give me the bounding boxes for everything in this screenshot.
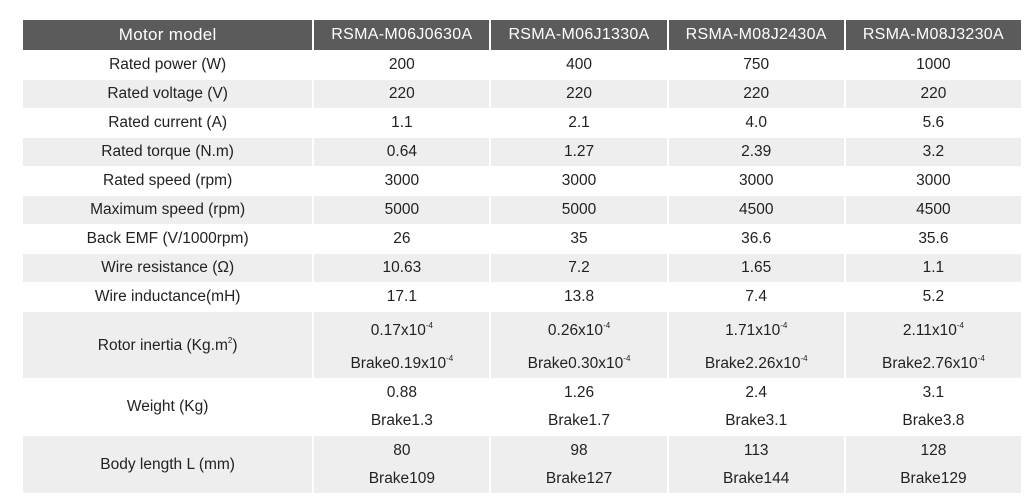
cell-value: 750 <box>667 50 844 79</box>
cell-value: 7.2 <box>489 253 666 282</box>
brake-line: Brake144 <box>723 469 790 487</box>
superscript: 2 <box>227 335 233 345</box>
cell-value: 3000 <box>844 166 1021 195</box>
exponent: -4 <box>780 321 788 330</box>
header-label: Motor model <box>23 20 312 50</box>
row-label: Rated voltage (V) <box>23 79 312 108</box>
brake-line <box>314 345 489 378</box>
row-weight <box>23 378 1021 435</box>
cell-value: 17.1 <box>312 282 489 311</box>
cell-value: 3.2 <box>844 137 1021 166</box>
value-text: 2.11x10 <box>902 322 957 339</box>
row-label: Rated torque (N.m) <box>23 137 312 166</box>
value-line: 128 <box>920 441 947 459</box>
value-line: 3.1 <box>922 384 945 401</box>
value-line <box>846 312 1021 345</box>
row-label: Rated speed (rpm) <box>23 166 312 195</box>
row-wire-resistance <box>23 253 1021 282</box>
motor-spec-table <box>23 20 1021 493</box>
cell-value: 2.1 <box>489 108 666 137</box>
row-label: Rated current (A) <box>23 108 312 137</box>
row-body-length <box>23 435 1021 493</box>
row-rotor-inertia <box>23 311 1021 378</box>
row-label: Wire inductance(mH) <box>23 282 312 311</box>
row-rated-voltage <box>23 79 1021 108</box>
row-label: Wire resistance (Ω) <box>23 253 312 282</box>
cell-value <box>844 378 1021 435</box>
brake-text: Brake2.26x10 <box>704 355 801 372</box>
row-label <box>23 311 312 378</box>
exponent: -4 <box>446 354 454 363</box>
cell-value: 220 <box>844 79 1021 108</box>
cell-value: 1.1 <box>844 253 1021 282</box>
cell-value <box>312 435 489 493</box>
brake-line: Brake3.1 <box>725 412 788 429</box>
value-line: 2.4 <box>745 384 767 401</box>
cell-value <box>312 378 489 435</box>
value-text: 0.26x10 <box>547 322 604 339</box>
cell-value: 5000 <box>489 195 666 224</box>
value-line <box>314 312 489 345</box>
cell-value <box>844 311 1021 378</box>
model-header: RSMA-M06J1330A <box>489 20 666 50</box>
row-wire-inductance <box>23 282 1021 311</box>
row-label-end: ) <box>232 336 238 354</box>
model-header: RSMA-M08J3230A <box>844 20 1021 50</box>
brake-text: Brake2.76x10 <box>882 355 978 372</box>
cell-value: 5.6 <box>844 108 1021 137</box>
cell-value: 1000 <box>844 50 1021 79</box>
row-label: Rated power (W) <box>23 50 312 79</box>
header-row <box>23 20 1021 50</box>
cell-value: 36.6 <box>667 224 844 253</box>
cell-value: 0.64 <box>312 137 489 166</box>
cell-value: 10.63 <box>312 253 489 282</box>
model-header: RSMA-M08J2430A <box>667 20 844 50</box>
cell-value: 4.0 <box>667 108 844 137</box>
row-label: Back EMF (V/1000rpm) <box>23 224 312 253</box>
row-rated-current <box>23 108 1021 137</box>
row-label: Weight (Kg) <box>23 378 312 435</box>
exponent: -4 <box>425 321 434 330</box>
cell-value <box>844 435 1021 493</box>
brake-line <box>846 345 1021 378</box>
cell-value <box>489 435 666 493</box>
brake-line: Brake127 <box>545 469 613 487</box>
cell-value <box>489 311 666 378</box>
cell-value: 13.8 <box>489 282 666 311</box>
cell-value <box>489 378 666 435</box>
exponent: -4 <box>623 354 631 363</box>
cell-value: 220 <box>489 79 666 108</box>
cell-value: 5.2 <box>844 282 1021 311</box>
brake-line: Brake1.3 <box>370 412 433 429</box>
cell-value: 7.4 <box>667 282 844 311</box>
cell-value: 1.1 <box>312 108 489 137</box>
cell-value: 5000 <box>312 195 489 224</box>
cell-value: 4500 <box>844 195 1021 224</box>
row-back-emf <box>23 224 1021 253</box>
brake-line <box>669 345 844 378</box>
cell-value: 400 <box>489 50 666 79</box>
brake-line: Brake3.8 <box>902 412 965 429</box>
row-label-text: Rotor inertia (Kg.m <box>97 336 228 354</box>
exponent: -4 <box>977 354 985 363</box>
value-line: 0.88 <box>386 384 417 401</box>
exponent: -4 <box>800 354 808 363</box>
value-text: 1.71x10 <box>725 322 781 339</box>
cell-value: 200 <box>312 50 489 79</box>
brake-line <box>491 345 666 378</box>
cell-value: 2.39 <box>667 137 844 166</box>
cell-value: 3000 <box>312 166 489 195</box>
brake-line: Brake109 <box>368 469 436 487</box>
exponent: -4 <box>956 321 964 330</box>
value-line: 1.26 <box>563 384 595 401</box>
value-line: 98 <box>570 441 588 459</box>
spec-table-container <box>23 20 1021 493</box>
row-label: Body length L (mm) <box>23 435 312 493</box>
value-line <box>491 312 666 345</box>
cell-value: 26 <box>312 224 489 253</box>
value-line <box>669 312 844 345</box>
cell-value: 1.65 <box>667 253 844 282</box>
brake-text: Brake0.30x10 <box>527 355 624 372</box>
cell-value: 1.27 <box>489 137 666 166</box>
cell-value: 220 <box>312 79 489 108</box>
brake-line: Brake129 <box>900 469 967 487</box>
exponent: -4 <box>603 321 611 330</box>
row-maximum-speed <box>23 195 1021 224</box>
model-header: RSMA-M06J0630A <box>312 20 489 50</box>
row-rated-speed <box>23 166 1021 195</box>
value-text: 0.17x10 <box>370 322 426 339</box>
cell-value <box>312 311 489 378</box>
cell-value <box>667 378 844 435</box>
cell-value: 220 <box>667 79 844 108</box>
row-rated-power <box>23 50 1021 79</box>
row-rated-torque <box>23 137 1021 166</box>
cell-value <box>667 435 844 493</box>
cell-value: 35 <box>489 224 666 253</box>
brake-text: Brake0.19x10 <box>350 355 447 372</box>
brake-line: Brake1.7 <box>548 412 611 429</box>
cell-value: 35.6 <box>844 224 1021 253</box>
value-line: 113 <box>743 441 769 459</box>
row-label: Maximum speed (rpm) <box>23 195 312 224</box>
cell-value: 3000 <box>489 166 666 195</box>
cell-value <box>667 311 844 378</box>
value-line: 80 <box>393 441 411 459</box>
cell-value: 4500 <box>667 195 844 224</box>
cell-value: 3000 <box>667 166 844 195</box>
